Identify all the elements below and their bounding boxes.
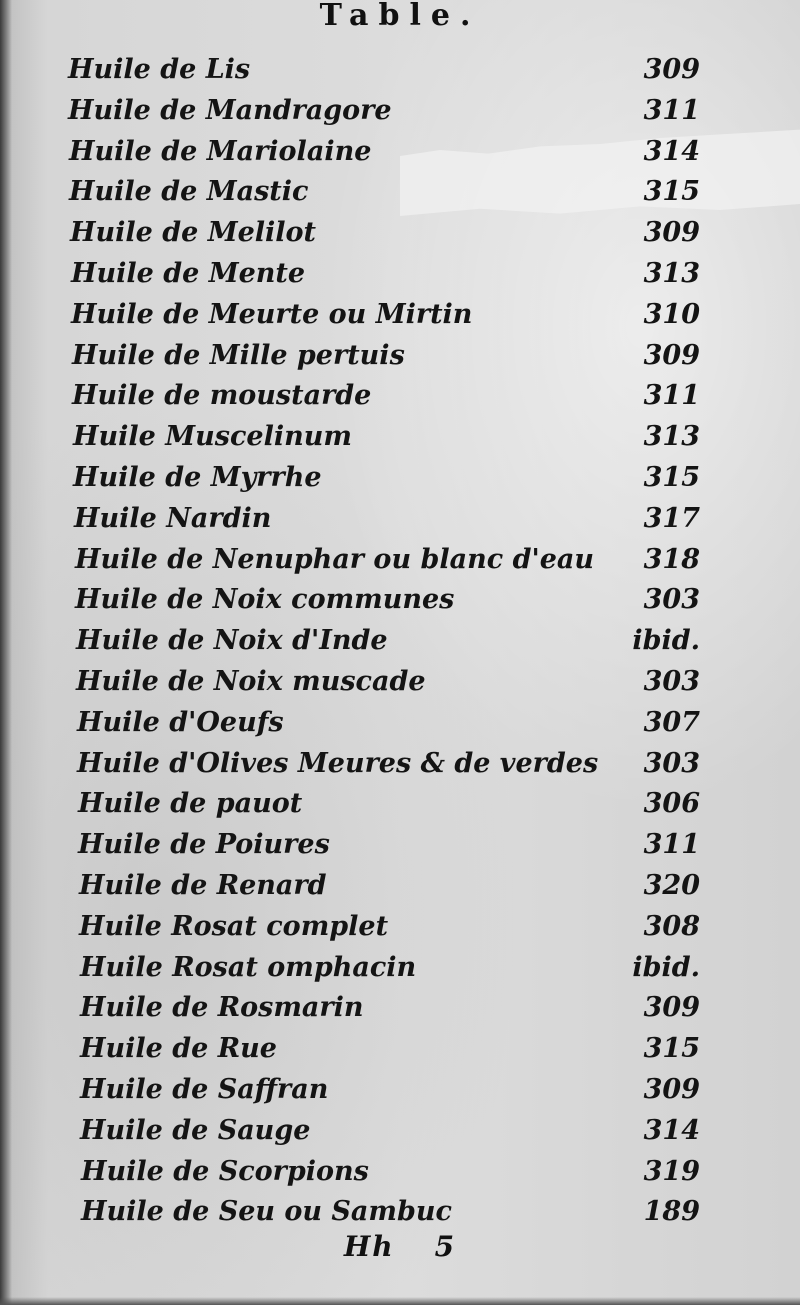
entry-name: Huile de Noix muscade: [76, 665, 426, 697]
entry-name: Huile de Mente: [71, 257, 306, 289]
signature-number: 5: [434, 1230, 457, 1263]
entry-page-number: 307: [643, 706, 700, 738]
entry-page-number: 315: [643, 1033, 700, 1065]
entry-name: Huile de Rue: [80, 1033, 277, 1065]
index-entry: [0, 336, 800, 377]
index-entry: [0, 1029, 800, 1070]
index-entry: [0, 825, 800, 866]
entry-page-number: 308: [643, 910, 700, 942]
entry-page-number: 309: [643, 992, 700, 1024]
entry-name: Huile de Lis: [68, 54, 251, 85]
entry-name: Huile de Scorpions: [81, 1155, 369, 1187]
index-entry: [0, 376, 800, 417]
index-entry: [0, 213, 800, 254]
entry-page-number: ibid.: [632, 951, 700, 983]
index-entry: [0, 91, 800, 132]
entry-page-number: 313: [643, 257, 700, 289]
entry-page-number: 303: [643, 665, 700, 697]
entry-name: Huile de Rosmarin: [80, 992, 364, 1024]
entry-name: Huile de Mariolaine: [69, 135, 372, 167]
entry-name: Huile d'Oeufs: [77, 706, 284, 738]
entry-page-number: 320: [643, 869, 700, 901]
index-entry: [0, 907, 800, 948]
entry-page-number: 311: [643, 829, 700, 861]
entry-page-number: 303: [643, 584, 700, 616]
signature-letters: Hh: [343, 1230, 395, 1263]
entry-name: Huile Rosat complet: [79, 910, 389, 942]
entry-page-number: 319: [643, 1155, 700, 1187]
entry-page-number: 315: [643, 461, 700, 493]
index-entry: [0, 417, 800, 458]
index-entry: [0, 744, 800, 785]
entry-page-number: 318: [643, 543, 700, 575]
entry-page-number: 306: [643, 788, 700, 820]
index-entry: [0, 172, 800, 213]
entry-page-number: 314: [643, 1114, 700, 1146]
entry-page-number: 311: [643, 380, 700, 412]
entry-name: Huile de Poiures: [78, 829, 330, 861]
index-entry: [0, 1192, 800, 1233]
index-entry: [0, 132, 800, 173]
entry-page-number: 314: [643, 135, 700, 167]
entry-page-number: 309: [643, 217, 700, 249]
entry-name: Huile de Noix d'Inde: [76, 625, 388, 657]
page-bottom-shadow: [0, 1297, 800, 1305]
index-entry: [0, 50, 800, 91]
entry-name: Huile de Mastic: [69, 176, 309, 208]
entry-page-number: 313: [643, 421, 700, 453]
entry-name: Huile de Myrrhe: [73, 461, 322, 493]
entry-name: Huile de Seu ou Sambuc: [81, 1196, 452, 1228]
index-entry: [0, 988, 800, 1029]
entry-page-number: 189: [643, 1196, 700, 1228]
index-entry: [0, 540, 800, 581]
index-entry: [0, 580, 800, 621]
entry-page-number: 311: [643, 94, 700, 126]
entry-name: Huile de moustarde: [72, 380, 372, 412]
entry-name: Huile de Mandragore: [68, 94, 392, 126]
index-entry: [0, 1070, 800, 1111]
page-header: Table.: [319, 0, 481, 33]
entry-page-number: 310: [643, 298, 700, 330]
entry-page-number: 309: [643, 54, 700, 85]
entry-name: Huile de pauot: [78, 788, 303, 820]
index-entry-list: [0, 50, 800, 1233]
index-entry: [0, 621, 800, 662]
entry-name: Huile Nardin: [74, 502, 272, 534]
entry-name: Huile de Mille pertuis: [72, 339, 405, 371]
index-entry: [0, 703, 800, 744]
index-entry: [0, 295, 800, 336]
index-entry: [0, 1152, 800, 1193]
entry-name: Huile de Sauge: [80, 1114, 311, 1146]
entry-name: Huile de Nenuphar ou blanc d'eau: [75, 543, 595, 575]
entry-page-number: 309: [643, 1073, 700, 1105]
signature-mark: [0, 1230, 800, 1263]
entry-name: Huile de Meurte ou Mirtin: [71, 298, 473, 330]
entry-page-number: 303: [643, 747, 700, 779]
entry-page-number: ibid.: [632, 625, 700, 657]
entry-name: Huile de Saffran: [80, 1073, 329, 1105]
index-entry: [0, 662, 800, 703]
index-entry: [0, 1111, 800, 1152]
entry-name: Huile de Renard: [79, 869, 327, 901]
entry-name: Huile Rosat omphacin: [80, 951, 417, 983]
entry-name: Huile Muscelinum: [73, 421, 352, 453]
entry-name: Huile d'Olives Meures & de verdes: [77, 747, 599, 779]
index-entry: [0, 499, 800, 540]
entry-page-number: 309: [643, 339, 700, 371]
entry-name: Huile de Noix communes: [75, 584, 455, 616]
entry-page-number: 317: [643, 502, 700, 534]
index-entry: [0, 784, 800, 825]
index-entry: [0, 458, 800, 499]
index-entry: [0, 948, 800, 989]
index-entry: [0, 254, 800, 295]
index-entry: [0, 866, 800, 907]
entry-name: Huile de Melilot: [70, 217, 317, 249]
entry-page-number: 315: [643, 176, 700, 208]
